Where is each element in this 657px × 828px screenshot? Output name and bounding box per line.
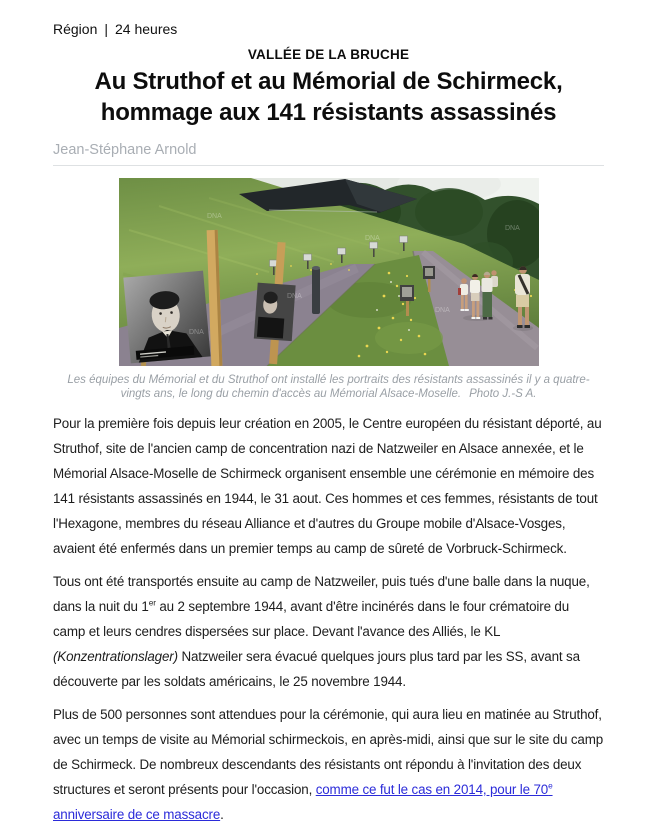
article-headline <box>53 66 604 128</box>
photo-caption <box>53 373 604 401</box>
article-byline: Jean-Stéphane Arnold <box>53 142 197 158</box>
divider <box>53 165 604 166</box>
breadcrumb-edition[interactable]: 24 heures <box>115 21 178 37</box>
headline-line-2: hommage aux 141 résistants assassinés <box>100 99 557 126</box>
text-segment: au 2 septembre 1944, avant d'être incinérés dans le four crématoire du camp et leurs cendres dispersées sur place. Devant l'avance des Alliés, le KL <box>53 599 570 639</box>
breadcrumb-separator: | <box>104 21 109 37</box>
article-paragraph <box>53 569 604 694</box>
photo-watermark: DNA <box>364 235 380 242</box>
text-segment: . <box>220 807 224 822</box>
photo-caption-text: Les équipes du Mémorial et du Struthof ont installé les portraits des résistants assassinés il y a quatre-vingts ans, le long du chemin d'accès au Mémorial Alsace-Moselle. <box>67 374 590 400</box>
text-segment: Tous ont été transportés ensuite au camp de Natzweiler, puis tués d'une balle dans la nuque, dans la nuit du 1 <box>53 574 590 614</box>
article-photo <box>119 178 539 366</box>
photo-watermark: DNA <box>434 307 450 314</box>
article-paragraph <box>53 702 604 827</box>
breadcrumb-section[interactable]: Région <box>53 21 98 37</box>
text-segment: er <box>148 597 156 608</box>
inline-link-70e-anniversaire[interactable]: e <box>548 780 553 791</box>
photo-watermark: DNA <box>188 329 204 336</box>
text-segment: Natzweiler sera évacué quelques jours plus tard par les SS, avant sa découverte par les soldats américains, le 25 novembre 1944. <box>53 649 580 689</box>
photo-watermark: DNA <box>206 213 222 220</box>
text-segment: (Konzentrationslager) <box>53 649 178 664</box>
photo-credit: Photo J.-S A. <box>469 388 537 400</box>
headline-line-1: Au Struthof et au Mémorial de Schirmeck, <box>94 68 563 95</box>
text-segment: Pour la première fois depuis leur création en 2005, le Centre européen du résistant déporté, au Struthof, site de l'ancien camp de concentration nazi de Natzweiler en Alsace annexée, et le Mémorial Alsace-Moselle de Schirmeck organisent ensemble une cérémonie en mémoire des 141 résistants assassinés en 1944, le 31 aout. Ces hommes et ces femmes, résistants de tout l'Hexagone, membres du réseau Alliance et d'autres du Groupe mobile d'Alsace-Vosges, avaient été enfermés dans un premier temps au camp de sûreté de Vorbruck-Schirmeck. <box>53 416 602 556</box>
text-segment: Plus de 500 personnes sont attendues pour la cérémonie, qui aura lieu en matinée au Struthof, avec un temps de visite au Mémorial schirmeckois, en après-midi, ainsi que sur le site du camp de Schirmeck. De nombreux descendants des résistants ont répondu à l'invitation des deux structures et seront présents pour l'occasion, <box>53 707 604 797</box>
photo-watermark: DNA <box>504 225 520 232</box>
breadcrumb <box>53 0 604 37</box>
photo-watermark: DNA <box>286 293 302 300</box>
article-kicker[interactable]: VALLÉE DE LA BRUCHE <box>247 47 410 62</box>
photo-image <box>119 178 539 366</box>
inline-link-70e-anniversaire[interactable]: comme ce fut le cas en 2014, pour le 70 <box>315 782 549 797</box>
article-body <box>53 411 604 827</box>
article-paragraph <box>53 411 604 561</box>
inline-link-70e-anniversaire[interactable]: anniversaire de ce massacre <box>53 807 221 822</box>
